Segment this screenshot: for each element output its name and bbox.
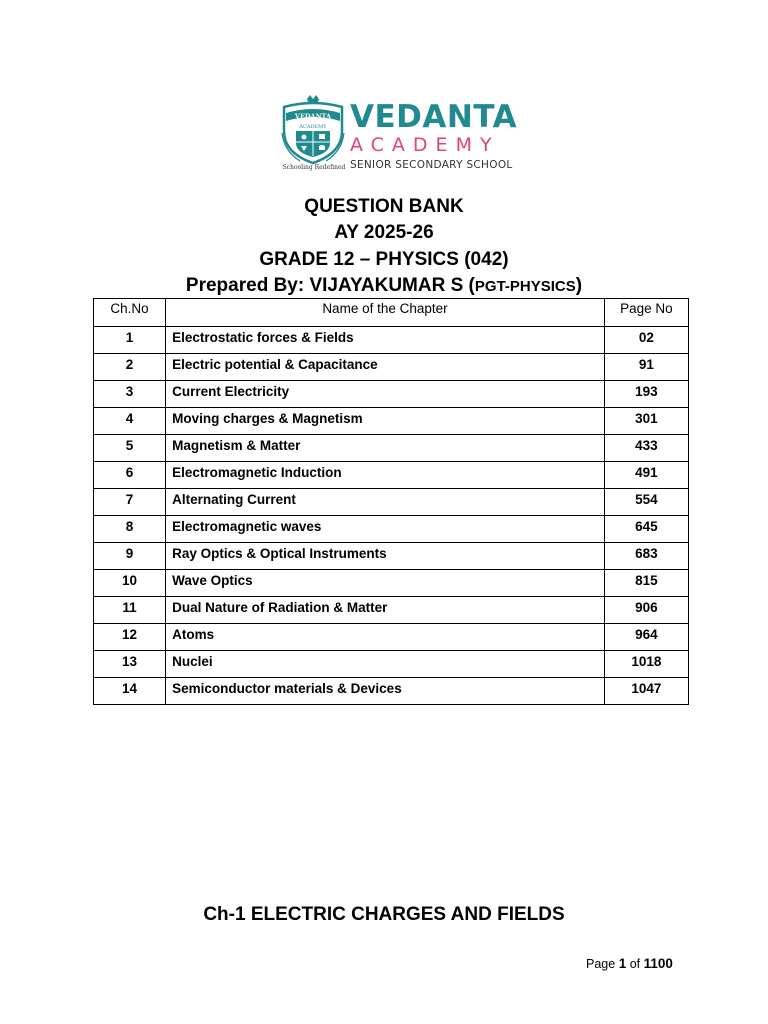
- chapter-no: 6: [94, 462, 166, 489]
- logo-academy: ACADEMY: [350, 134, 500, 156]
- header-page-no: Page No: [604, 299, 688, 327]
- chapter-page: 815: [604, 570, 688, 597]
- chapter-heading: Ch-1 ELECTRIC CHARGES AND FIELDS: [203, 904, 565, 925]
- prepared-by-prefix: Prepared By: VIJAYAKUMAR S (: [185, 275, 475, 296]
- chapter-name: Magnetism & Matter: [166, 435, 605, 462]
- chapter-table: [93, 298, 689, 705]
- table-row: [94, 543, 689, 570]
- crest-motto: Schooling Redefined: [282, 164, 346, 171]
- logo-name: VEDANTA: [350, 99, 518, 135]
- chapter-name: Moving charges & Magnetism: [166, 408, 605, 435]
- table-row: [94, 624, 689, 651]
- table-header-row: [94, 299, 689, 327]
- chapter-page: 645: [604, 516, 688, 543]
- chapter-no: 9: [94, 543, 166, 570]
- chapter-page: 683: [604, 543, 688, 570]
- prepared-by-role: PGT-PHYSICS: [474, 278, 576, 295]
- chapter-page: 91: [604, 354, 688, 381]
- chapter-no: 12: [94, 624, 166, 651]
- table-row: [94, 489, 689, 516]
- chapter-name: Atoms: [166, 624, 605, 651]
- chapter-no: 8: [94, 516, 166, 543]
- chapter-name: Electromagnetic Induction: [166, 462, 605, 489]
- footer-current-page: 1: [618, 956, 627, 971]
- table-row: [94, 408, 689, 435]
- table-row: [94, 435, 689, 462]
- chapter-page: 964: [604, 624, 688, 651]
- crest-icon: [276, 93, 350, 175]
- header-chapter-no: Ch.No: [94, 299, 166, 327]
- chapter-no: 3: [94, 381, 166, 408]
- chapter-no: 7: [94, 489, 166, 516]
- chapter-no: 10: [94, 570, 166, 597]
- chapter-no: 14: [94, 678, 166, 705]
- chapter-name: Current Electricity: [166, 381, 605, 408]
- chapter-no: 1: [94, 327, 166, 354]
- title-prepared-by: [0, 273, 768, 300]
- chapter-page: 02: [604, 327, 688, 354]
- chapter-page: 491: [604, 462, 688, 489]
- page-footer: [586, 955, 673, 973]
- table-row: [94, 678, 689, 705]
- chapter-page: 1047: [604, 678, 688, 705]
- chapter-no: 5: [94, 435, 166, 462]
- table-row: [94, 381, 689, 408]
- chapter-name: Dual Nature of Radiation & Matter: [166, 597, 605, 624]
- chapter-name: Electric potential & Capacitance: [166, 354, 605, 381]
- chapter-page: 1018: [604, 651, 688, 678]
- school-logo: [276, 93, 526, 175]
- chapter-name: Alternating Current: [166, 489, 605, 516]
- prepared-by-suffix: ): [575, 275, 583, 296]
- table-row: [94, 570, 689, 597]
- table-row: [94, 327, 689, 354]
- logo-text: [350, 93, 526, 172]
- chapter-name: Wave Optics: [166, 570, 605, 597]
- chapter-name: Semiconductor materials & Devices: [166, 678, 605, 705]
- chapter-page: 433: [604, 435, 688, 462]
- chapter-no: 13: [94, 651, 166, 678]
- footer-total-pages: 1100: [643, 956, 673, 971]
- footer-of-label: of: [629, 957, 641, 971]
- chapter-name: Ray Optics & Optical Instruments: [166, 543, 605, 570]
- chapter-no: 4: [94, 408, 166, 435]
- crest-top-text: VEDANTA: [294, 112, 332, 121]
- header-chapter-name: Name of the Chapter: [166, 299, 605, 327]
- chapter-page: 906: [604, 597, 688, 624]
- chapter-no: 11: [94, 597, 166, 624]
- footer-page-label: Page: [586, 957, 616, 971]
- chapter-page: 301: [604, 408, 688, 435]
- table-row: [94, 651, 689, 678]
- table-row: [94, 462, 689, 489]
- title-question-bank: QUESTION BANK: [304, 196, 464, 217]
- chapter-page: 554: [604, 489, 688, 516]
- chapter-name: Electromagnetic waves: [166, 516, 605, 543]
- logo-school: SENIOR SECONDARY SCHOOL: [350, 159, 513, 171]
- chapter-name: Nuclei: [166, 651, 605, 678]
- table-row: [94, 354, 689, 381]
- title-academic-year: AY 2025-26: [334, 222, 434, 243]
- chapter-no: 2: [94, 354, 166, 381]
- table-row: [94, 516, 689, 543]
- chapter-name: Electrostatic forces & Fields: [166, 327, 605, 354]
- title-grade-subject: GRADE 12 – PHYSICS (042): [259, 249, 509, 270]
- table-row: [94, 597, 689, 624]
- crest-middle-text: ACADEMY: [299, 124, 327, 130]
- chapter-page: 193: [604, 381, 688, 408]
